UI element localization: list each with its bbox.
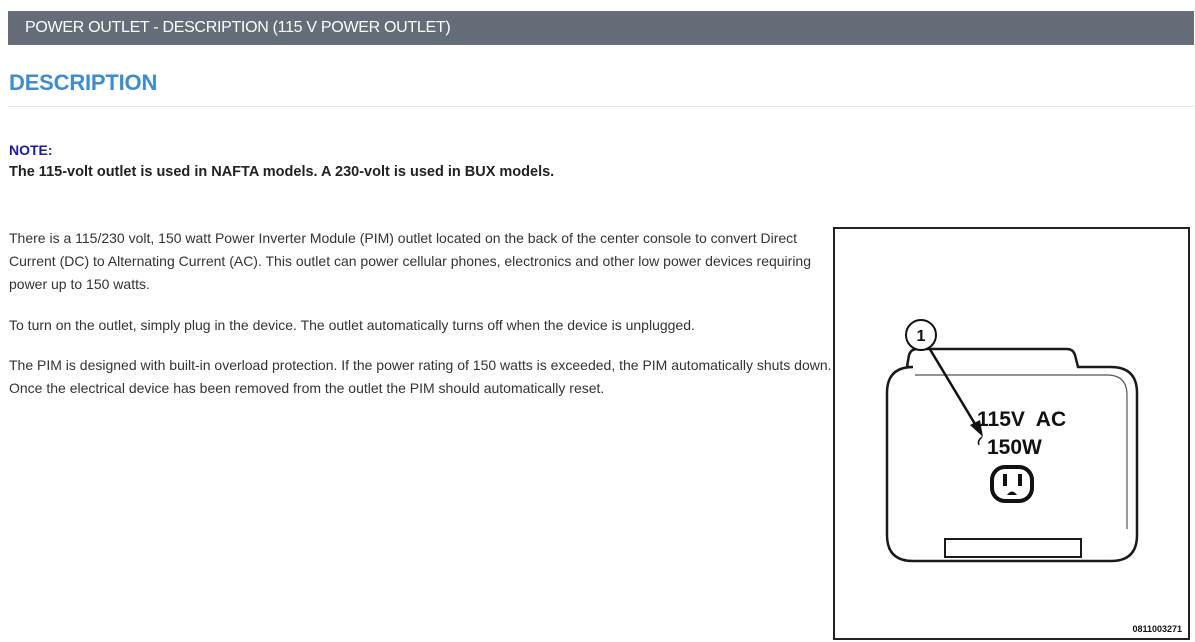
outlet-diagram <box>835 229 1188 638</box>
callout-leader-line <box>928 346 975 424</box>
callout-number: 1 <box>916 328 926 345</box>
paragraph-operation: To turn on the outlet, simply plug in the device. The outlet automatically turns off when the device is unplugged. <box>9 317 695 333</box>
paragraph-protection: The PIM is designed with built-in overload protection. If the power rating of 150 watts is exceeded, the PIM automatically shuts down. Once the electrical device has been removed from the outlet the PIM should automatically reset. <box>9 357 832 396</box>
figure-image-id: 0811003271 <box>1132 624 1182 634</box>
wattage-label: 150W <box>987 436 1042 459</box>
page-title-bar <box>8 11 1194 45</box>
voltage-label: 115V AC <box>977 408 1067 431</box>
note-label: NOTE: <box>9 142 53 158</box>
callout-hook <box>978 437 982 445</box>
note-text: The 115-volt outlet is used in NAFTA models. A 230-volt is used in BUX models. <box>9 164 555 180</box>
page-title: POWER OUTLET - DESCRIPTION (115 V POWER OUTLET) <box>25 19 451 36</box>
outlet-illustration <box>833 227 1190 640</box>
heading-divider <box>8 106 1194 107</box>
receptacle-icon <box>992 467 1032 501</box>
paragraph-overview: There is a 115/230 volt, 150 watt Power Inverter Module (PIM) outlet located on the back of the center console to convert Direct Current (DC) to Alternating Current (AC). This outlet can power cellular phones, electronics and other low power devices requiring power up to 150 watts. <box>9 230 812 292</box>
receptacle-slot-right <box>1018 474 1022 486</box>
section-heading: DESCRIPTION <box>9 70 158 95</box>
outlet-bottom-flap <box>945 539 1081 557</box>
receptacle-slot-left <box>1003 474 1007 486</box>
